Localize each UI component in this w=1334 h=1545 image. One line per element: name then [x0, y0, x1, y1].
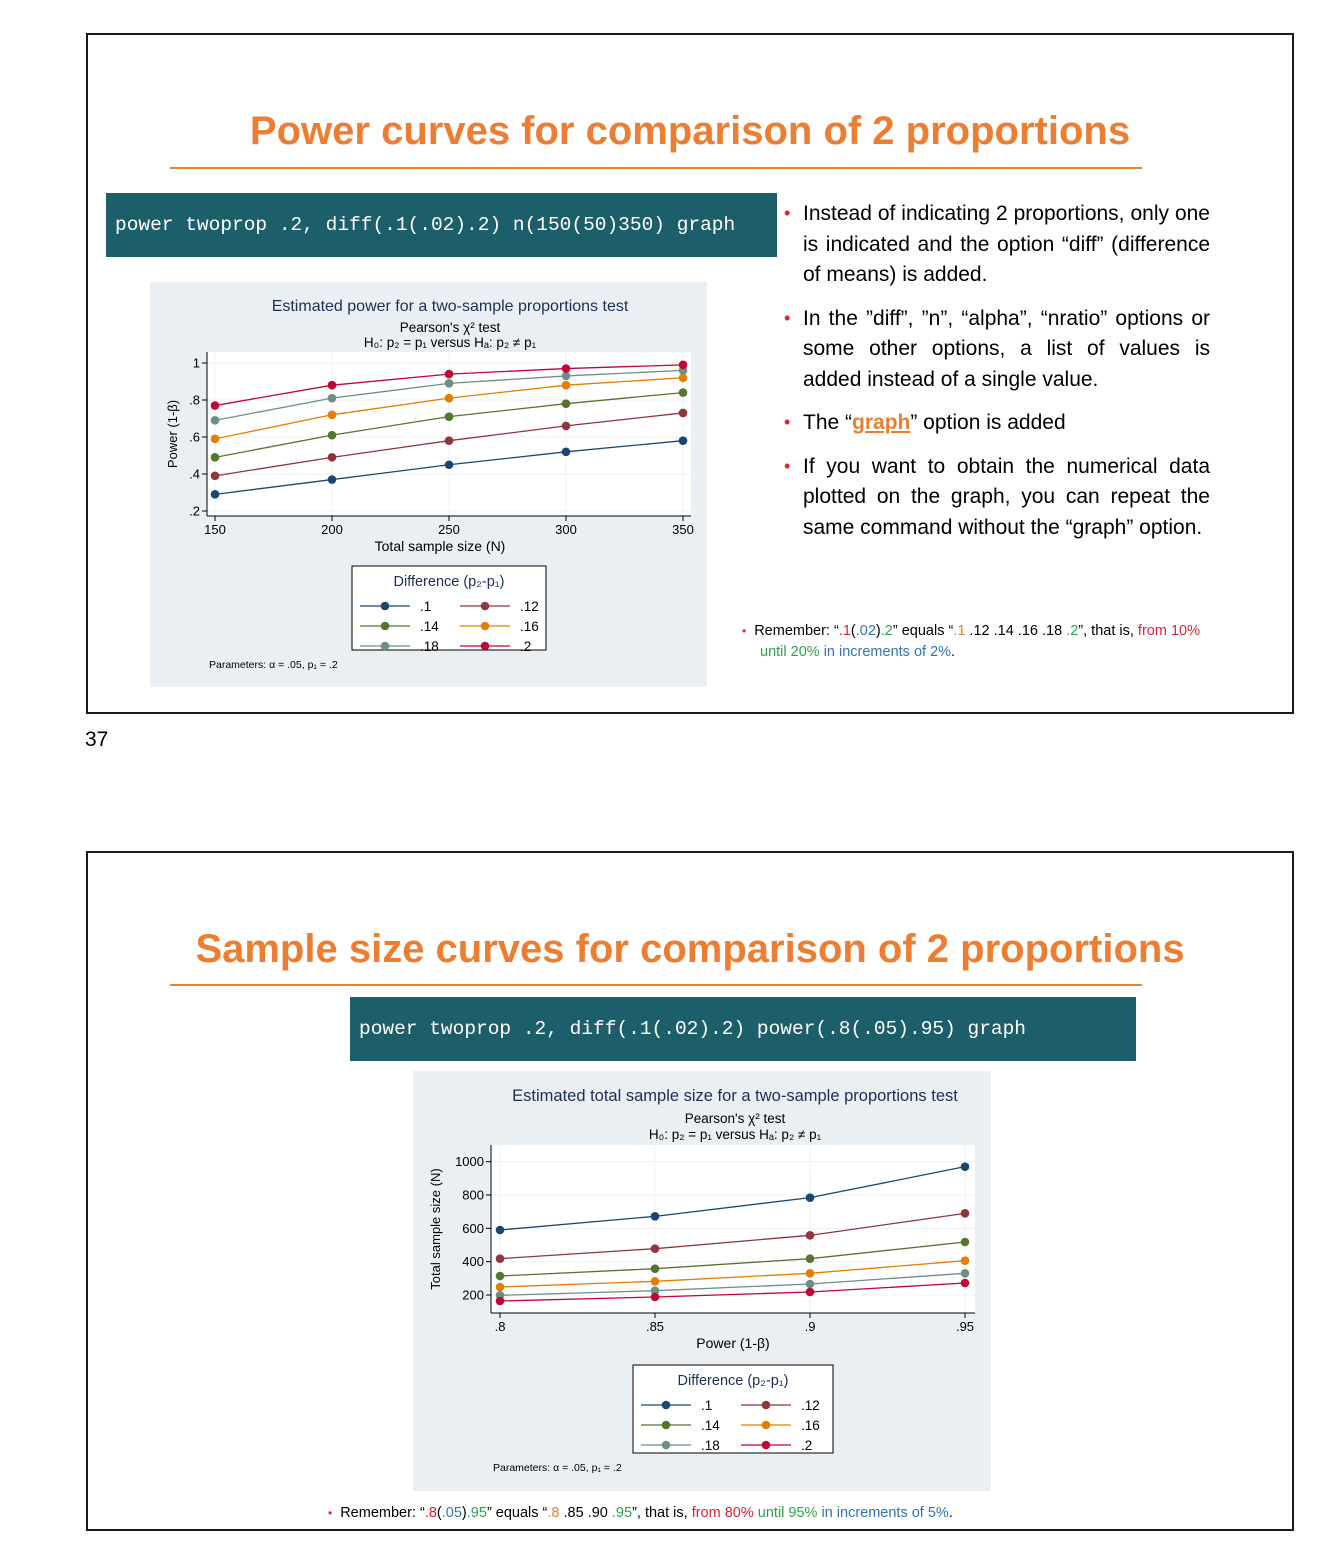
data-point: [679, 374, 688, 383]
legend-key-marker: [481, 642, 490, 651]
page-number: 37: [85, 728, 109, 751]
data-point: [496, 1283, 505, 1292]
bullet-icon: •: [328, 1506, 333, 1520]
data-point: [211, 416, 220, 425]
data-point: [806, 1288, 815, 1297]
x-tick-label: 200: [321, 522, 343, 537]
chart-hypothesis: H₀: p₂ = p₁ versus Hₐ: p₂ ≠ p₁: [363, 335, 537, 350]
data-point: [562, 399, 571, 408]
legend-label: .2: [801, 1438, 813, 1453]
data-point: [806, 1280, 815, 1289]
bullet-item: [784, 199, 1210, 291]
bullet-text: In the ”diff”, ”n”, “alpha”, “nratio” options or some other options, a list of values is added instead of a single value.: [803, 306, 1210, 391]
bullet-icon: •: [784, 412, 791, 432]
title-underline: [170, 167, 1142, 169]
legend-key-marker: [662, 1401, 671, 1410]
legend-key-marker: [762, 1441, 771, 1450]
slide-sample-size-curves: [86, 851, 1294, 1531]
legend-label: .18: [701, 1438, 720, 1453]
data-point: [445, 436, 454, 445]
data-point: [961, 1279, 970, 1288]
data-point: [679, 409, 688, 418]
data-point: [562, 364, 571, 373]
legend-label: .14: [701, 1418, 720, 1433]
legend-key-marker: [381, 602, 390, 611]
power-chart-panel: [150, 282, 707, 687]
y-tick-label: 400: [462, 1254, 484, 1270]
data-point: [211, 435, 220, 444]
legend-key-marker: [662, 1421, 671, 1430]
y-tick-label: 200: [462, 1287, 484, 1303]
bullet-text: If you want to obtain the numerical data plotted on the graph, you can repeat the same command without the “graph” option.: [803, 454, 1210, 539]
y-tick-label: 800: [462, 1187, 484, 1203]
data-point: [679, 436, 688, 445]
data-point: [961, 1256, 970, 1265]
remember-note: • Remember: “.8(.05).95” equals “.8 .85 .90 .95”, that is, from 80% until 95% in increments of 5%.: [328, 1505, 953, 1521]
x-tick-label: 350: [672, 522, 694, 537]
legend-label: .16: [520, 619, 539, 634]
x-axis-label: Total sample size (N): [374, 538, 506, 554]
stata-command: power twoprop .2, diff(.1(.02).2) n(150(50)350) graph: [106, 193, 777, 257]
data-point: [211, 472, 220, 481]
data-point: [961, 1269, 970, 1278]
remember-note: • Remember: “.1(.02).2” equals “.1 .12 .14 .16 .18 .2”, that is, from 10% until 20% in increments of 2%.: [742, 623, 1200, 660]
bullet-list: [784, 199, 1210, 556]
data-point: [328, 394, 337, 403]
parameters-note: Parameters: α = .05, p₁ = .2: [209, 659, 338, 671]
y-tick-label: 1000: [455, 1154, 484, 1170]
legend-label: .18: [420, 639, 439, 654]
legend-label: .2: [520, 639, 532, 654]
title-underline: [170, 984, 1142, 986]
slide-power-curves: [86, 33, 1294, 714]
legend-key-marker: [481, 602, 490, 611]
slide-title: Sample size curves for comparison of 2 proportions: [195, 927, 1185, 971]
x-tick-label: 150: [204, 522, 226, 537]
y-axis-label: Power (1-β): [165, 399, 180, 469]
slide-title: Power curves for comparison of 2 proportions: [249, 109, 1131, 153]
legend-key-marker: [481, 622, 490, 631]
data-point: [328, 431, 337, 440]
y-tick-label: .8: [189, 392, 200, 408]
chart-subtitle: Pearson's χ² test: [399, 320, 501, 335]
bullet-text: Instead of indicating 2 proportions, only one is indicated and the option “diff” (difference of means) is added.: [803, 202, 1210, 286]
data-point: [496, 1272, 505, 1281]
legend-key-marker: [381, 622, 390, 631]
stata-command: power twoprop .2, diff(.1(.02).2) power(.8(.05).95) graph: [350, 997, 1136, 1061]
y-axis-label: Total sample size (N): [428, 1168, 443, 1290]
sample-size-chart-panel: [413, 1071, 991, 1491]
data-point: [679, 361, 688, 370]
data-point: [445, 370, 454, 379]
bullet-icon: •: [742, 624, 747, 638]
data-point: [806, 1254, 815, 1263]
y-tick-label: 600: [462, 1220, 484, 1236]
graph-option-link[interactable]: graph: [852, 411, 911, 434]
data-point: [651, 1212, 660, 1221]
data-point: [651, 1264, 660, 1273]
data-point: [679, 388, 688, 397]
bullet-item: [784, 408, 1210, 439]
data-point: [562, 381, 571, 390]
x-tick-label: .85: [645, 1319, 665, 1334]
chart-hypothesis: H₀: p₂ = p₁ versus Hₐ: p₂ ≠ p₁: [648, 1127, 822, 1142]
legend-label: .16: [801, 1418, 820, 1433]
y-tick-label: .2: [189, 503, 200, 519]
data-point: [651, 1293, 660, 1302]
bullet-icon: •: [784, 307, 791, 328]
legend-label: .1: [701, 1398, 713, 1413]
x-axis-label: Power (1-β): [696, 1335, 770, 1351]
legend-title: Difference (p₂-p₁): [677, 1373, 789, 1389]
data-point: [328, 453, 337, 462]
legend-key-marker: [762, 1401, 771, 1410]
bullet-item: [784, 452, 1210, 544]
data-point: [562, 448, 571, 457]
x-tick-label: 300: [555, 522, 577, 537]
bullet-icon: •: [784, 455, 791, 476]
x-tick-label: .9: [804, 1319, 816, 1334]
data-point: [806, 1231, 815, 1240]
data-point: [806, 1193, 815, 1202]
legend-title: Difference (p₂-p₁): [393, 574, 505, 590]
y-tick-label: .6: [189, 429, 200, 445]
data-point: [445, 379, 454, 388]
legend-label: .1: [420, 599, 432, 614]
legend-key-marker: [381, 642, 390, 651]
data-point: [496, 1297, 505, 1306]
data-point: [961, 1162, 970, 1171]
data-point: [445, 394, 454, 403]
y-tick-label: .4: [189, 466, 200, 482]
data-point: [496, 1254, 505, 1263]
legend-label: .14: [420, 619, 439, 634]
data-point: [651, 1277, 660, 1286]
sample-size-curves-chart: [413, 1071, 991, 1491]
data-point: [961, 1209, 970, 1218]
x-tick-label: 250: [438, 522, 460, 537]
data-point: [651, 1244, 660, 1253]
legend-key-marker: [762, 1421, 771, 1430]
data-point: [562, 422, 571, 431]
data-point: [211, 453, 220, 462]
data-point: [806, 1269, 815, 1278]
chart-title: Estimated power for a two-sample proportions test: [271, 298, 629, 315]
data-point: [562, 372, 571, 381]
parameters-note: Parameters: α = .05, p₁ = .2: [493, 1462, 622, 1474]
y-tick-label: 1: [192, 355, 200, 371]
legend-label: .12: [520, 599, 539, 614]
bullet-item: [784, 304, 1210, 396]
bullet-icon: •: [784, 203, 791, 223]
data-point: [328, 475, 337, 484]
data-point: [211, 401, 220, 410]
data-point: [445, 412, 454, 421]
legend-label: .12: [801, 1398, 820, 1413]
data-point: [328, 381, 337, 390]
x-tick-label: .95: [955, 1319, 975, 1334]
legend-key-marker: [662, 1441, 671, 1450]
x-tick-label: .8: [494, 1319, 506, 1334]
data-point: [328, 411, 337, 420]
bullet-text-before: The “: [803, 411, 853, 434]
data-point: [445, 460, 454, 469]
chart-subtitle: Pearson's χ² test: [684, 1111, 786, 1126]
chart-title: Estimated total sample size for a two-sample proportions test: [512, 1087, 958, 1105]
bullet-text-after: ” option is added: [910, 411, 1066, 434]
data-point: [496, 1226, 505, 1235]
data-point: [961, 1238, 970, 1247]
data-point: [211, 490, 220, 499]
power-curves-chart: [150, 282, 707, 687]
